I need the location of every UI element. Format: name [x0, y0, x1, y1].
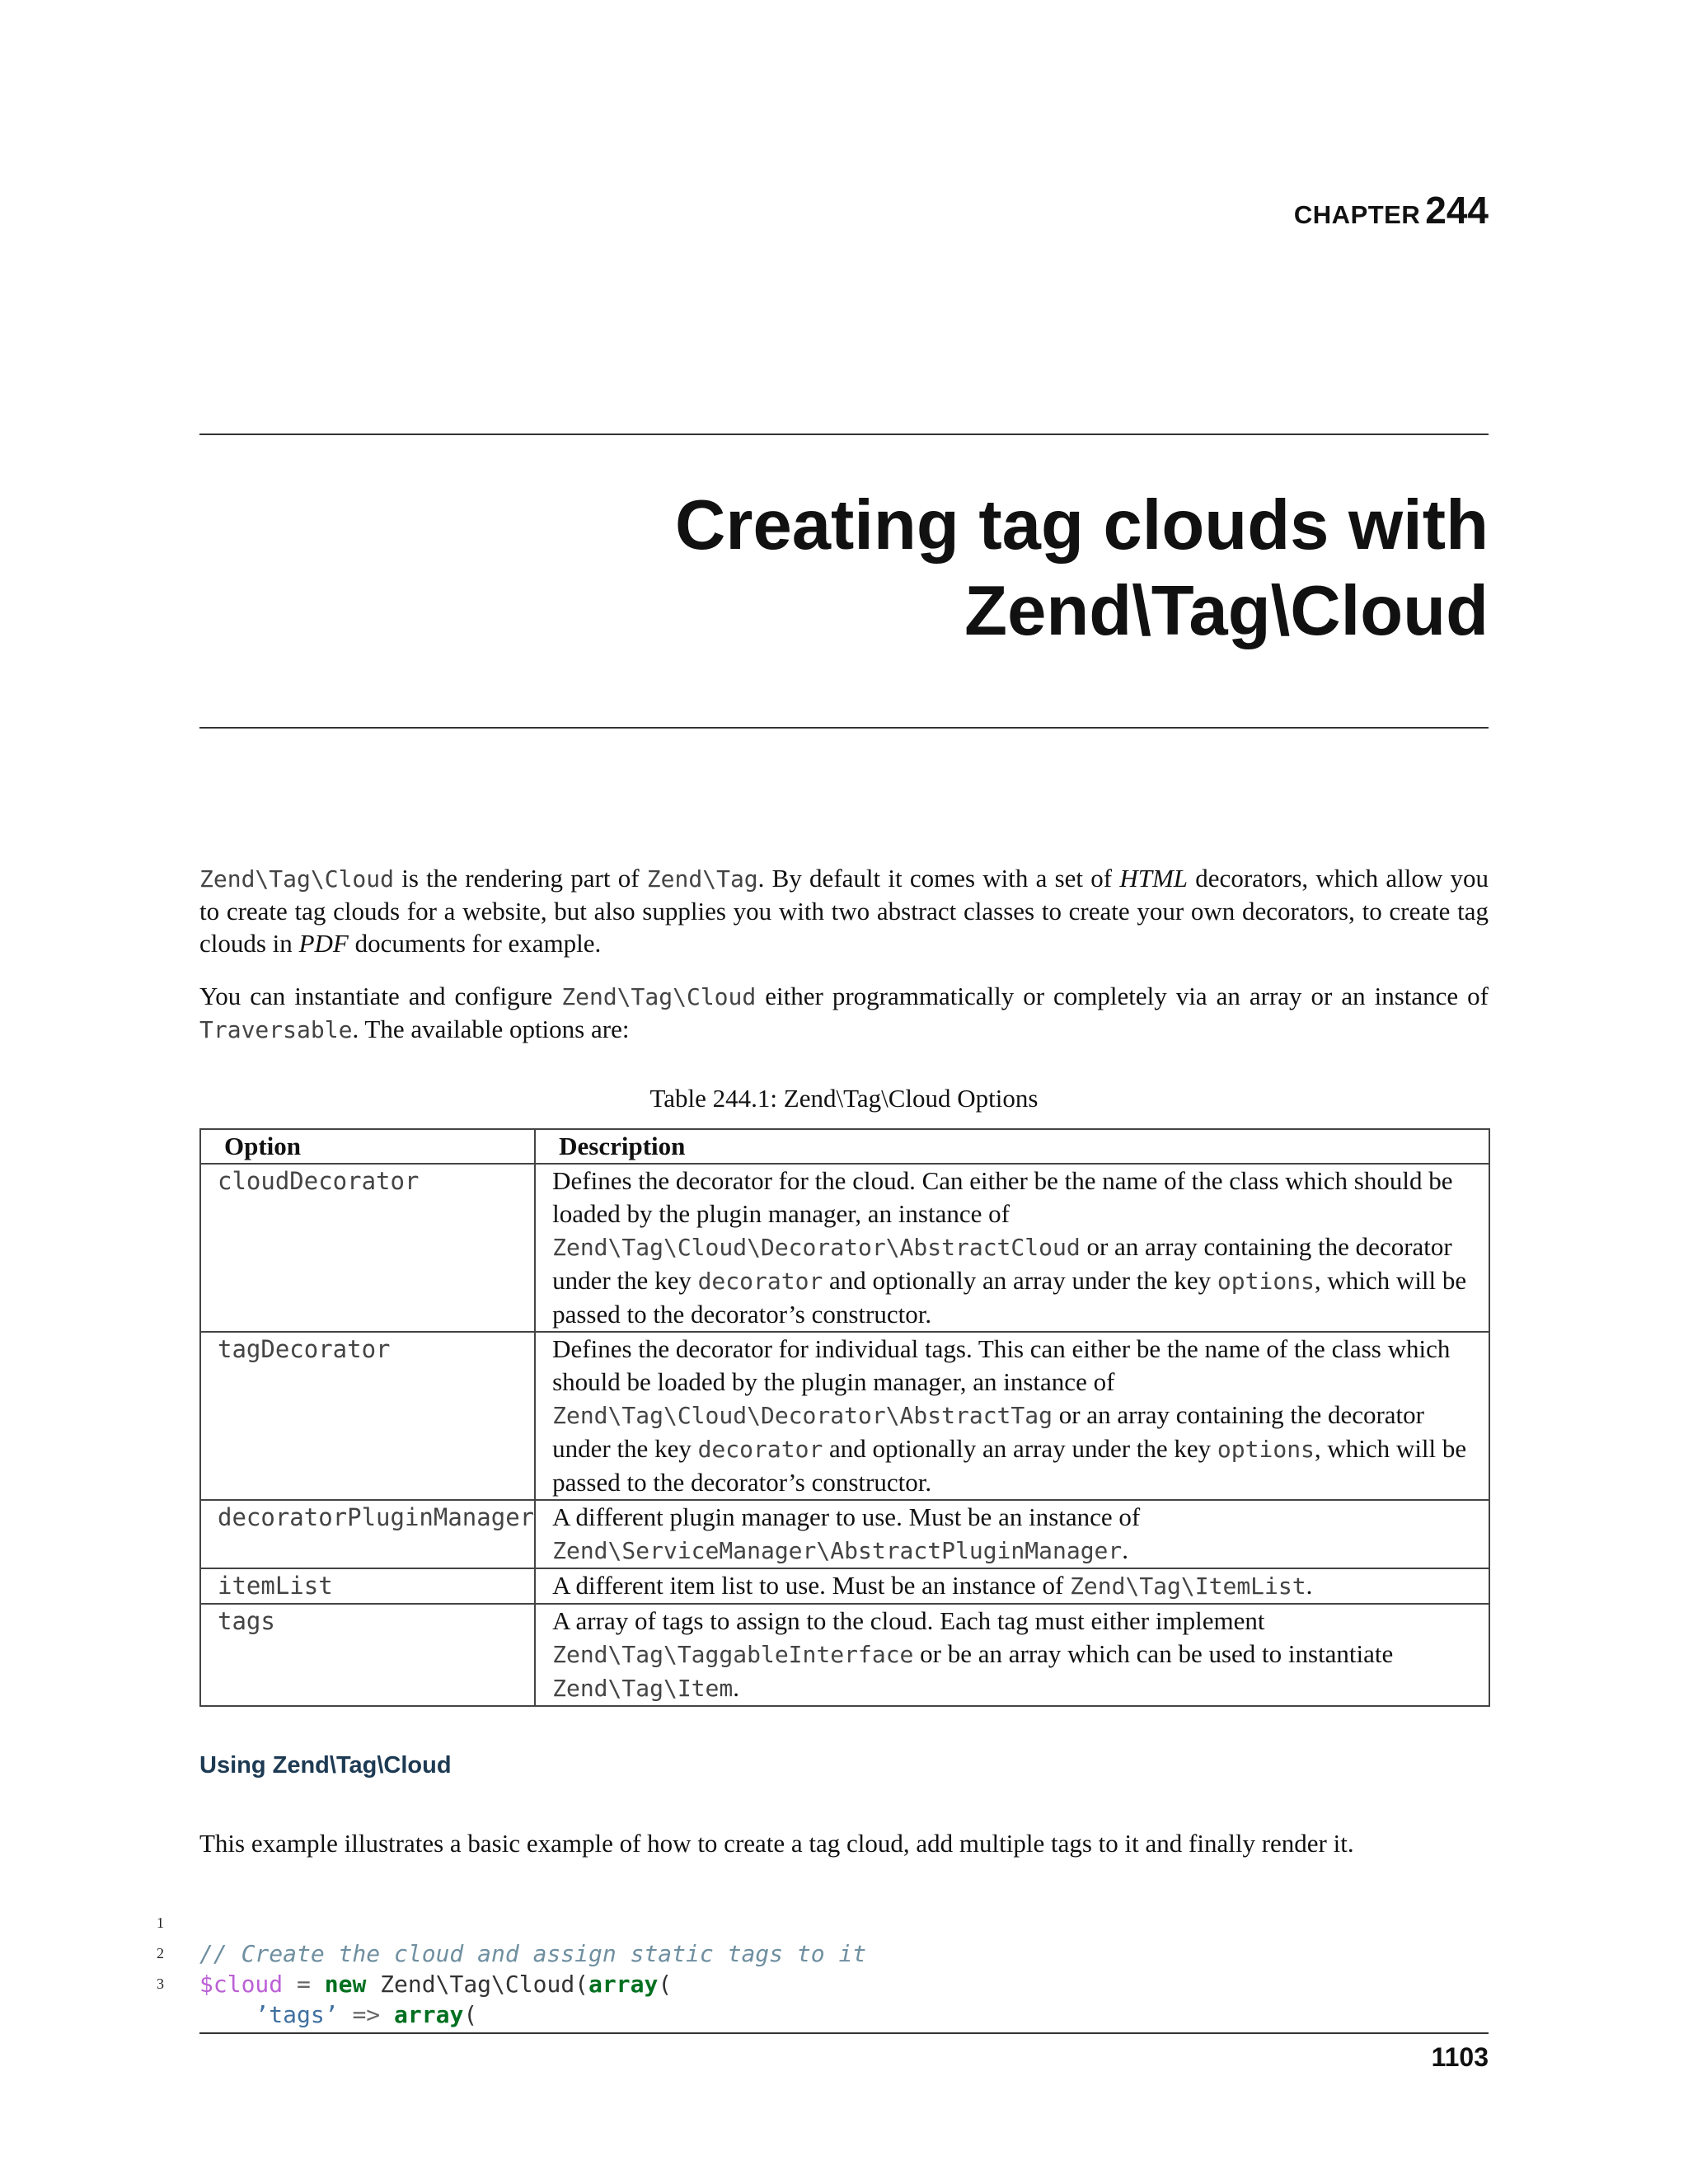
- line-number: 3: [157, 1975, 164, 1992]
- intro-paragraph-1: Zend\Tag\Cloud is the rendering part of Zend\Tag. By default it comes with a set of HTML decorators, which allow you to create tag clouds for a website, but also supplies you with two abstract classes to create your own decorators, to create tag clouds in PDF documents for example.: [199, 864, 1489, 958]
- options-table: [199, 1128, 1490, 1707]
- option-name: tagDecorator: [200, 1332, 535, 1500]
- inline-code: Zend\Tag\Cloud: [199, 865, 395, 893]
- emphasis: PDF: [298, 929, 349, 958]
- inline-code: Zend\Tag\Cloud\Decorator\AbstractTag: [552, 1402, 1053, 1429]
- code-comment: // Create the cloud and assign static tags to it: [199, 1940, 867, 1967]
- table-row: [200, 1164, 1489, 1332]
- table-row: [200, 1604, 1489, 1706]
- option-name: decoratorPluginManager: [200, 1500, 535, 1568]
- option-name: cloudDecorator: [200, 1164, 535, 1332]
- table-row: [200, 1568, 1489, 1604]
- line-number: 2: [157, 1945, 164, 1961]
- chapter-label: [1294, 188, 1489, 232]
- title-top-rule: [199, 434, 1489, 435]
- inline-code: decorator: [697, 1268, 823, 1295]
- inline-code: Zend\ServiceManager\AbstractPluginManager: [552, 1537, 1123, 1564]
- code-line: 3 ’tags’ => array(: [140, 1938, 750, 1969]
- page-number: 1103: [1431, 2042, 1489, 2072]
- inline-code: Zend\Tag: [646, 865, 758, 893]
- code-line: [140, 1877, 867, 1967]
- section-heading: Using Zend\Tag\Cloud: [199, 1752, 452, 1779]
- line-number: 1: [157, 1915, 164, 1931]
- inline-code: Zend\Tag\Item: [552, 1675, 734, 1702]
- inline-code: Zend\Tag\ItemList: [1070, 1572, 1306, 1600]
- inline-code: options: [1217, 1436, 1315, 1463]
- table-row: [200, 1332, 1489, 1500]
- table-row: [200, 1500, 1489, 1568]
- inline-code: Traversable: [199, 1016, 353, 1043]
- chapter-title: [335, 483, 1489, 654]
- option-description: Defines the decorator for individual tags. This can either be the name of the class which should be loaded by the plugin manager, an instance of Zend\Tag\Cloud\Decorator\AbstractTag or an array containing the decorator under the key decorator and optionally an array under the key options, which will be passed to the decorator’s constructor.: [535, 1332, 1489, 1500]
- inline-code: Zend\Tag\Cloud: [561, 983, 757, 1010]
- title-line-2: Zend\Tag\Cloud: [964, 572, 1489, 650]
- code-line: 2 $cloud = new Zend\Tag\Cloud(array(: [140, 1908, 750, 1938]
- option-description: A array of tags to assign to the cloud. Each tag must either implement Zend\Tag\TaggableInterface or be an array which can be used to instantiate Zend\Tag\Item.: [535, 1604, 1489, 1706]
- header-description: Description: [535, 1129, 1489, 1164]
- option-description: A different item list to use. Must be an instance of Zend\Tag\ItemList.: [535, 1568, 1489, 1604]
- option-name: tags: [200, 1604, 535, 1706]
- option-description: A different plugin manager to use. Must be an instance of Zend\ServiceManager\AbstractPluginManager.: [535, 1500, 1489, 1568]
- chapter-word: CHAPTER: [1293, 200, 1421, 229]
- footer-rule: [199, 2032, 1489, 2034]
- inline-code: options: [1217, 1268, 1315, 1295]
- inline-code: decorator: [697, 1436, 823, 1463]
- code-block: [140, 1877, 867, 2028]
- inline-code: Zend\Tag\TaggableInterface: [552, 1641, 914, 1668]
- inline-code: Zend\Tag\Cloud\Decorator\AbstractCloud: [552, 1234, 1081, 1261]
- section-paragraph: This example illustrates a basic example of how to create a tag cloud, add multiple tags to it and finally render it.: [199, 1829, 1354, 1858]
- header-option: Option: [200, 1129, 535, 1164]
- option-description: Defines the decorator for the cloud. Can either be the name of the class which should be loaded by the plugin manager, an instance of Zend\Tag\Cloud\Decorator\AbstractCloud or an array containing the decorator under the key decorator and optionally an array under the key options, which will be passed to the decorator’s constructor.: [535, 1164, 1489, 1332]
- table-caption: Table 244.1: Zend\Tag\Cloud Options: [649, 1084, 1039, 1113]
- title-bottom-rule: [199, 727, 1489, 729]
- intro-paragraph-2: You can instantiate and configure Zend\Tag\Cloud either programmatically or completely via an array or an instance of Traversable. The available options are:: [199, 982, 1489, 1043]
- title-line-1: Creating tag clouds with: [674, 486, 1489, 565]
- emphasis: HTML: [1119, 864, 1189, 893]
- option-name: itemList: [200, 1568, 535, 1604]
- table-header-row: [200, 1129, 1489, 1164]
- chapter-number: 244: [1425, 189, 1489, 232]
